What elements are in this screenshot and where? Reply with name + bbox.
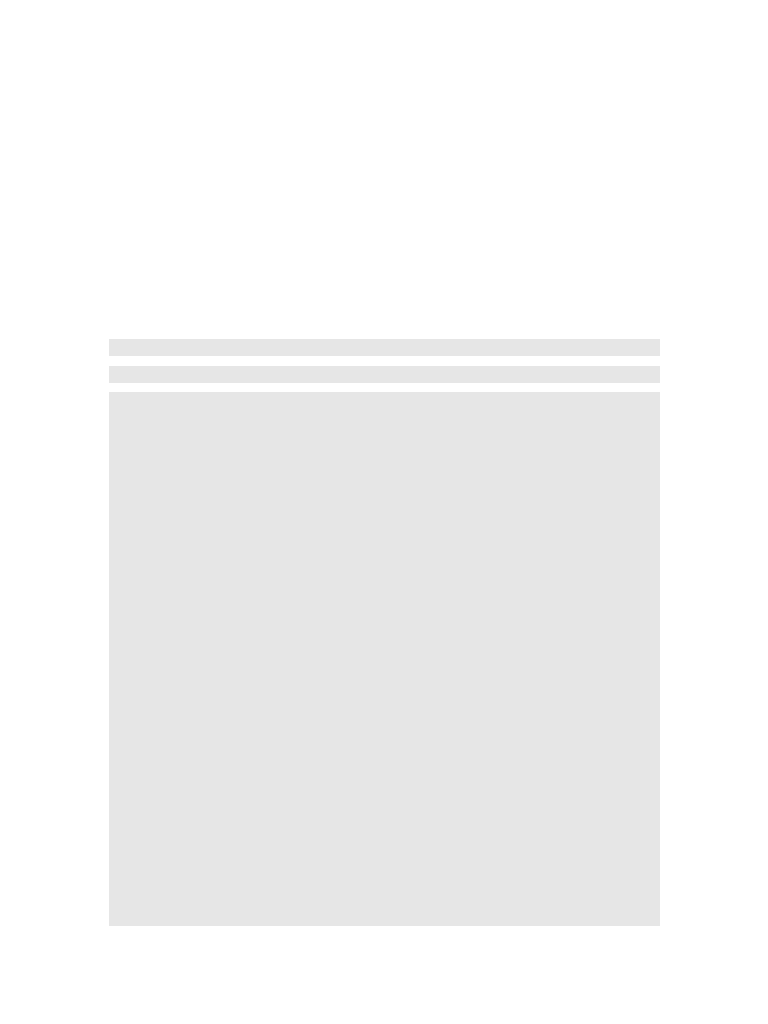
highlight-band <box>109 339 660 356</box>
highlight-block <box>109 392 660 926</box>
highlight-band <box>109 366 660 383</box>
